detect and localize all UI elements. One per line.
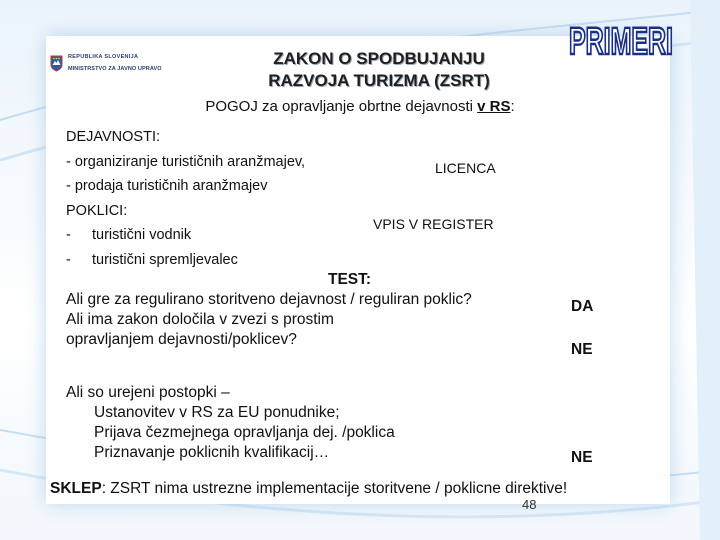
logo-text-republika: REPUBLIKA SLOVENIJA [68, 54, 139, 60]
primeri-badge [566, 18, 676, 63]
activities-heading: DEJAVNOSTI: [66, 129, 160, 145]
logo-text-ministrstvo: MINISTRSTVO ZA JAVNO UPRAVO [68, 66, 162, 72]
list-item: Ustanovitev v RS za EU ponudnike; [94, 404, 340, 421]
primeri-badge-text: PRIMERI [569, 21, 673, 63]
slide-title-line1: ZAKON O SPODBUJANJU [273, 49, 485, 68]
test-question-1: Ali gre za regulirano storitveno dejavnost / reguliran poklic? [66, 291, 472, 308]
register-label: VPIS V REGISTER [373, 216, 494, 232]
list-item [66, 223, 305, 248]
procedures-question: Ali so urejeni postopki – [66, 384, 230, 401]
list-item: - prodaja turističnih aranžmajev [66, 178, 268, 194]
condition-underlined: v RS [477, 98, 511, 115]
list-item [66, 248, 305, 273]
licence-label: LICENCA [435, 160, 496, 176]
condition-suffix: : [510, 98, 515, 115]
slide-title-line2: RAZVOJA TURIZMA (ZSRT) [268, 71, 490, 90]
answer-ne-2: NE [571, 449, 593, 466]
procedures-block [66, 383, 395, 463]
professions-heading: POKLICI: [66, 202, 128, 219]
activities-list [66, 125, 305, 272]
conclusion-line [50, 480, 567, 498]
test-heading: TEST: [328, 271, 372, 288]
dash: - [66, 227, 71, 243]
dash: - [66, 251, 71, 268]
condition-prefix: POGOJ za opravljanje obrtne dejavnosti [205, 98, 478, 115]
slide-title [206, 48, 552, 92]
condition-line [0, 98, 720, 115]
conclusion-text: : ZSRT nima ustrezne implementacije storitvene / poklicne direktive! [101, 480, 568, 497]
list-item-text: turistični vodnik [92, 227, 192, 243]
list-item: - organiziranje turističnih aranžmajev, [66, 153, 306, 170]
list-item-text: turistični spremljevalec [92, 251, 238, 268]
page-number: 48 [522, 497, 537, 512]
list-item: Prijava čezmejnega opravljanja dej. /poklica [94, 424, 395, 441]
conclusion-label: SKLEP [50, 480, 102, 497]
slovenia-coat-of-arms-icon [50, 55, 63, 72]
list-item: Priznavanje poklicnih kvalifikacij… [94, 444, 330, 461]
answer-ne-1: NE [571, 341, 593, 358]
test-question-2-line1: Ali ima zakon določila v zvezi s prostim [66, 311, 334, 328]
test-block [66, 270, 472, 350]
test-question-2-line2: opravljanjem dejavnosti/poklicev? [66, 331, 297, 348]
answer-da: DA [571, 298, 594, 315]
